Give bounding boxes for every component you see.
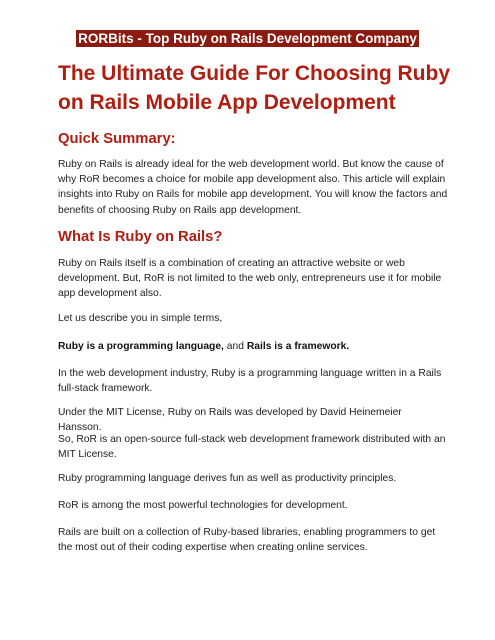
paragraph-powerful: RoR is among the most powerful technologies for development. [58,500,348,511]
paragraph-industry: In the web development industry, Ruby is a programming language written in a Rails full-stack framework. [58,368,442,395]
quick-summary-text: Ruby on Rails is already ideal for the web development world. But know the cause of why RoR becomes a choice for mobile app development also. This article will explain insights into Ruby on Rails for mobile app development. You will know the factors and benefits of choosing Ruby on Rails app development. [58,159,448,216]
paragraph-simple-terms: Let us describe you in simple terms, [58,313,223,324]
paragraph-open-source: So, RoR is an open-source full-stack web development framework distributed with an MIT License. [58,434,446,461]
bold-rails-framework: Rails is a framework. [246,341,350,352]
page-title: The Ultimate Guide For Choosing Ruby on Rails Mobile App Development [58,62,451,114]
bold-ruby-language: Ruby is a programming language, [58,341,224,352]
paragraph-connector: and [223,341,247,352]
paragraph-mit-license: Under the MIT License, Ruby on Rails was developed by David Heinemeier Hansson. [58,407,402,434]
paragraph-fun-productivity: Ruby programming language derives fun as well as productivity principles. [58,473,397,484]
paragraph-libraries: Rails are built on a collection of Ruby-based libraries, enabling programmers to get the most out of their coding expertise when creating online services. [58,527,436,554]
company-banner-text: RORBits - Top Ruby on Rails Development Company [78,31,417,46]
paragraph-language-framework [58,339,448,354]
quick-summary-heading: Quick Summary: [58,131,176,147]
what-is-ror-heading: What Is Ruby on Rails? [58,229,223,245]
company-banner [0,30,495,48]
paragraph-combination: Ruby on Rails itself is a combination of creating an attractive website or web development. But, RoR is not limited to the web only, entrepreneurs use it for mobile app development also. [58,258,442,300]
